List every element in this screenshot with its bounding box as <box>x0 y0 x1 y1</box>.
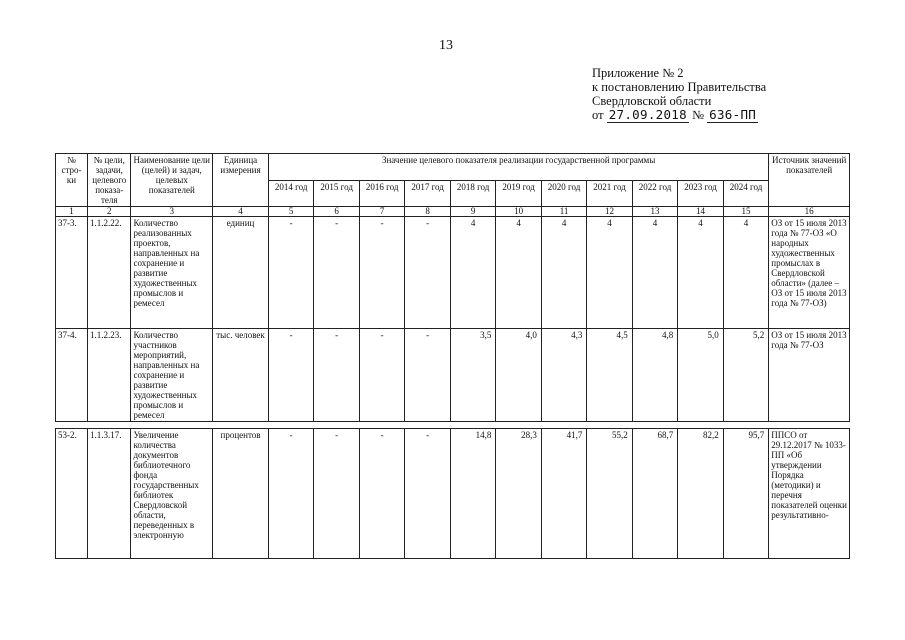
indicator-name: Количество участников мероприятий, направленных на сохранение и развитие художественных промыслов и ремесел <box>131 329 213 422</box>
header-year: 2024 год <box>723 180 769 207</box>
value-cell: 5,0 <box>678 329 723 422</box>
column-index: 7 <box>359 207 404 217</box>
value-cell: 4,8 <box>632 329 677 422</box>
appendix-decree-ref: к постановлению Правительства <box>592 80 767 94</box>
header-year: 2021 год <box>587 180 632 207</box>
row-gap-cell <box>56 422 850 429</box>
header-row-no: № стро-ки <box>56 154 88 207</box>
value-cell: - <box>405 329 450 422</box>
value-cell: 82,2 <box>678 429 723 559</box>
source-cell: ОЗ от 15 июля 2013 года № 77-ОЗ <box>769 329 850 422</box>
column-index: 14 <box>678 207 723 217</box>
value-cell: - <box>405 429 450 559</box>
value-cell: - <box>314 429 359 559</box>
value-cell: 28,3 <box>496 429 541 559</box>
column-index: 10 <box>496 207 541 217</box>
unit: процентов <box>213 429 269 559</box>
decree-number: 636-ПП <box>709 107 757 122</box>
value-cell: 4 <box>678 217 723 329</box>
goal-number: 1.1.2.23. <box>88 329 131 422</box>
number-label: № <box>692 108 705 122</box>
column-index: 8 <box>405 207 450 217</box>
header-unit: Единица измерения <box>213 154 269 207</box>
goal-number: 1.1.3.17. <box>88 429 131 559</box>
unit: тыс. человек <box>213 329 269 422</box>
value-cell: - <box>268 217 313 329</box>
column-index: 16 <box>769 207 850 217</box>
row-number: 53-2. <box>56 429 88 559</box>
row-number: 37-3. <box>56 217 88 329</box>
value-cell: 55,2 <box>587 429 632 559</box>
column-index: 11 <box>541 207 586 217</box>
column-index: 2 <box>88 207 131 217</box>
value-cell: 4 <box>723 217 769 329</box>
column-index: 12 <box>587 207 632 217</box>
value-cell: 4,5 <box>587 329 632 422</box>
header-goal-no: № цели, задачи, целевого показа-теля <box>88 154 131 207</box>
column-index: 4 <box>213 207 269 217</box>
value-cell: - <box>268 329 313 422</box>
column-index: 13 <box>632 207 677 217</box>
appendix-title: Приложение № 2 <box>592 66 684 80</box>
indicator-name: Количество реализованных проектов, направленных на сохранение и развитие художественных промыслов и ремесел <box>131 217 213 329</box>
header-year: 2017 год <box>405 180 450 207</box>
header-row-1 <box>56 154 850 181</box>
value-cell: - <box>359 217 404 329</box>
appendix-header <box>592 66 766 122</box>
value-cell: - <box>359 329 404 422</box>
value-cell: 14,8 <box>450 429 495 559</box>
value-cell: 4,3 <box>541 329 586 422</box>
header-year: 2022 год <box>632 180 677 207</box>
header-year: 2023 год <box>678 180 723 207</box>
value-cell: 41,7 <box>541 429 586 559</box>
value-cell: 4 <box>632 217 677 329</box>
target-indicators-table <box>55 153 850 559</box>
from-label: от <box>592 108 604 122</box>
header-source: Источник значений показателей <box>769 154 850 207</box>
value-cell: - <box>314 217 359 329</box>
column-index: 3 <box>131 207 213 217</box>
header-year: 2014 год <box>268 180 313 207</box>
value-cell: - <box>314 329 359 422</box>
column-index: 5 <box>268 207 313 217</box>
row-gap <box>56 422 850 429</box>
indicator-name: Увеличение количества документов библиотечного фонда государственных библиотек Свердловской области, переведенных в электронную <box>131 429 213 559</box>
table-row <box>56 329 850 422</box>
header-year: 2020 год <box>541 180 586 207</box>
header-value-group: Значение целевого показателя реализации государственной программы <box>268 154 768 181</box>
table-row <box>56 217 850 329</box>
value-cell: 95,7 <box>723 429 769 559</box>
header-year: 2016 год <box>359 180 404 207</box>
value-cell: 68,7 <box>632 429 677 559</box>
page-number: 13 <box>439 38 453 53</box>
goal-number: 1.1.2.22. <box>88 217 131 329</box>
column-index: 9 <box>450 207 495 217</box>
column-index-row <box>56 207 850 217</box>
value-cell: 4 <box>587 217 632 329</box>
value-cell: 3,5 <box>450 329 495 422</box>
value-cell: - <box>359 429 404 559</box>
value-cell: 4,0 <box>496 329 541 422</box>
unit: единиц <box>213 217 269 329</box>
header-year: 2015 год <box>314 180 359 207</box>
header-name: Наименование цели (целей) и задач, целевых показателей <box>131 154 213 207</box>
appendix-authority: Свердловской области <box>592 94 712 108</box>
value-cell: 4 <box>541 217 586 329</box>
value-cell: - <box>268 429 313 559</box>
header-year: 2018 год <box>450 180 495 207</box>
column-index: 1 <box>56 207 88 217</box>
appendix-date-line <box>592 108 766 122</box>
decree-date: 27.09.2018 <box>608 107 687 122</box>
table-row <box>56 429 850 559</box>
row-number: 37-4. <box>56 329 88 422</box>
source-cell: ОЗ от 15 июля 2013 года № 77-ОЗ «О народных художественных промыслах в Свердловской области» (далее – ОЗ от 15 июля 2013 года № 77-ОЗ) <box>769 217 850 329</box>
source-cell: ППСО от 29.12.2017 № 1033-ПП «Об утверждении Порядка (методики) и перечня показателей оценки результативно- <box>769 429 850 559</box>
column-index: 15 <box>723 207 769 217</box>
header-year: 2019 год <box>496 180 541 207</box>
column-index: 6 <box>314 207 359 217</box>
value-cell: 5,2 <box>723 329 769 422</box>
value-cell: 4 <box>496 217 541 329</box>
value-cell: - <box>405 217 450 329</box>
value-cell: 4 <box>450 217 495 329</box>
